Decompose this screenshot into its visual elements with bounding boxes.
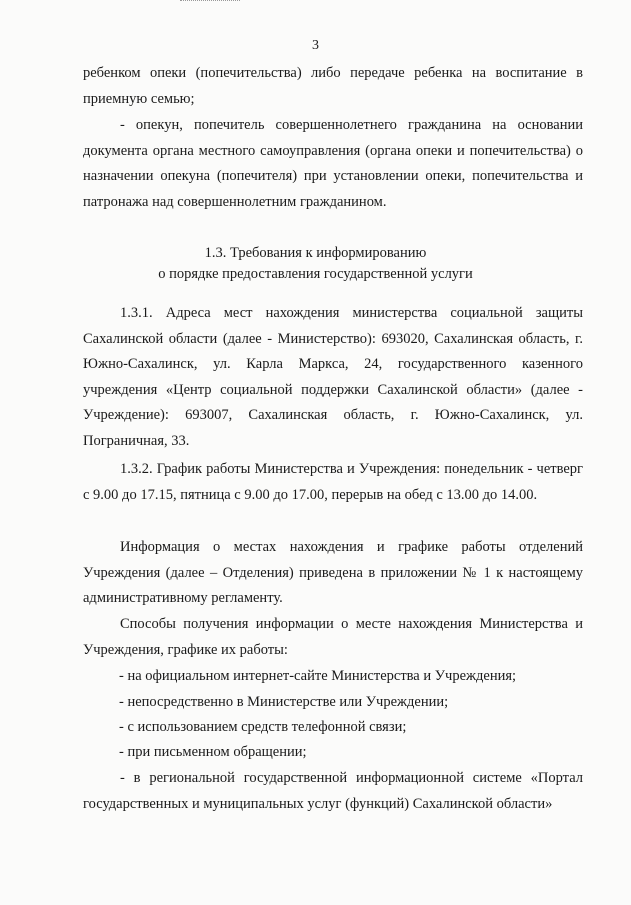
paragraph-4: 1.3.2. График работы Министерства и Учреждения: понедельник - четверг с 9.00 до 17.15, пятница с 9.00 до 17.00, перерыв на обед с 13.00 до 14.00.: [83, 461, 583, 503]
paragraph-3: 1.3.1. Адреса мест нахождения министерства социальной защиты Сахалинской области (далее - Министерство): 693020, Сахалинская область, г. Южно-Сахалинск, ул. Карла Маркса, 24, государственного казенного учреждения «Центр социальной поддержки Сахалинской области» (далее - Учреждение): 693007, Сахалинская область, г. Южно-Сахалинск, ул. Пограничная, 33.: [83, 305, 583, 449]
list-item: - с использованием средств телефонной связи;: [119, 719, 407, 735]
heading-line-2: о порядке предоставления государственной услуги: [158, 266, 473, 282]
list-item: - непосредственно в Министерстве или Учреждении;: [119, 694, 449, 710]
paragraph-5: Информация о местах нахождения и графике работы отделений Учреждения (далее – Отделения) приведена в приложении № 1 к настоящему административному регламенту.: [83, 539, 583, 606]
page-number: 3: [312, 38, 319, 53]
paragraph-2: - опекун, попечитель совершеннолетнего гражданина на основании документа органа местного самоуправления (органа опеки и попечительства) о назначении опекуна (попечителя) при установлении опеки, попечительства и патронажа над совершеннолетним гражданином.: [83, 117, 583, 210]
list-item: - при письменном обращении;: [119, 744, 307, 760]
list-item: - на официальном интернет-сайте Министерства и Учреждения;: [119, 668, 517, 684]
heading-line-1: 1.3. Требования к информированию: [204, 245, 427, 261]
scan-artifact: [180, 0, 240, 3]
paragraph-7: - в региональной государственной информационной системе «Портал государственных и муниципальных услуг (функций) Сахалинской области»: [83, 770, 583, 812]
section-heading: [0, 243, 631, 285]
paragraph-6: Способы получения информации о месте нахождения Министерства и Учреждения, графике их работы:: [83, 616, 583, 658]
paragraph-1: ребенком опеки (попечительства) либо передаче ребенка на воспитание в приемную семью;: [83, 65, 583, 107]
